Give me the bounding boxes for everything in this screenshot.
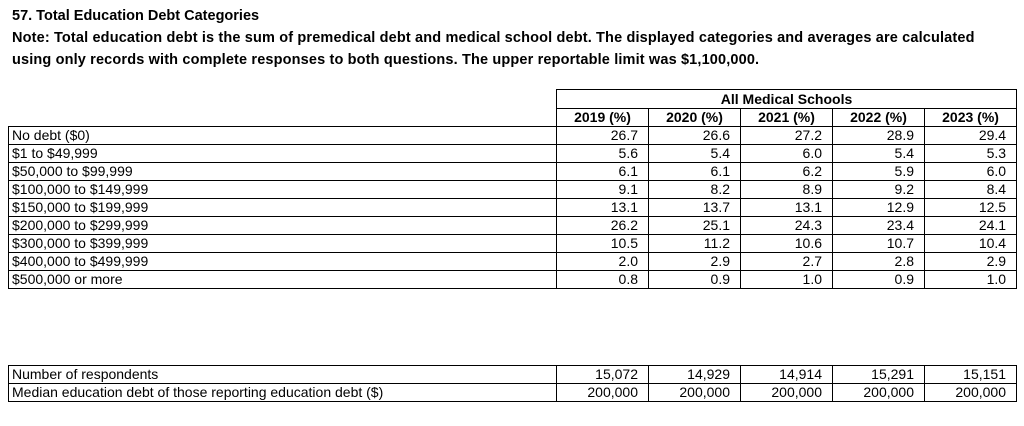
row-label: $400,000 to $499,999 (9, 253, 557, 271)
table-cell: 15,072 (557, 366, 649, 384)
table-title: 57. Total Education Debt Categories (12, 8, 260, 24)
table-cell: 0.9 (833, 271, 925, 289)
column-header: 2019 (%) (557, 109, 649, 127)
table-cell: 8.2 (649, 181, 741, 199)
column-header: 2022 (%) (833, 109, 925, 127)
table-row (9, 366, 1017, 384)
table-cell: 10.4 (925, 235, 1017, 253)
table-cell: 10.6 (741, 235, 833, 253)
debt-categories-table (8, 89, 1017, 289)
table-row (9, 384, 1017, 402)
table-cell: 9.1 (557, 181, 649, 199)
table-cell: 5.6 (557, 145, 649, 163)
column-header: 2023 (%) (925, 109, 1017, 127)
row-label: $500,000 or more (9, 271, 557, 289)
group-header: All Medical Schools (557, 90, 1017, 109)
table-cell: 10.5 (557, 235, 649, 253)
column-header: 2020 (%) (649, 109, 741, 127)
table-cell: 9.2 (833, 181, 925, 199)
row-label: Median education debt of those reporting education debt ($) (9, 384, 557, 402)
table-cell: 6.1 (649, 163, 741, 181)
summary-table (8, 365, 1017, 402)
table-cell: 27.2 (741, 127, 833, 145)
table-cell: 5.3 (925, 145, 1017, 163)
table-row (9, 235, 1017, 253)
row-label: $150,000 to $199,999 (9, 199, 557, 217)
table-cell: 24.3 (741, 217, 833, 235)
table-cell: 15,291 (833, 366, 925, 384)
table-cell: 1.0 (925, 271, 1017, 289)
table-row (9, 163, 1017, 181)
table-cell: 5.9 (833, 163, 925, 181)
table-cell: 1.0 (741, 271, 833, 289)
row-label: No debt ($0) (9, 127, 557, 145)
table-cell: 200,000 (833, 384, 925, 402)
table-row (9, 271, 1017, 289)
table-cell: 6.0 (741, 145, 833, 163)
table-cell: 14,929 (649, 366, 741, 384)
row-label: $50,000 to $99,999 (9, 163, 557, 181)
table-cell: 13.1 (557, 199, 649, 217)
table-cell: 2.8 (833, 253, 925, 271)
table-row (9, 253, 1017, 271)
table-cell: 11.2 (649, 235, 741, 253)
table-cell: 0.9 (649, 271, 741, 289)
table-cell: 14,914 (741, 366, 833, 384)
table-cell: 8.4 (925, 181, 1017, 199)
table-cell: 200,000 (649, 384, 741, 402)
table-cell: 200,000 (741, 384, 833, 402)
row-label: Number of respondents (9, 366, 557, 384)
table-row (9, 145, 1017, 163)
table-cell: 23.4 (833, 217, 925, 235)
table-cell: 26.6 (649, 127, 741, 145)
table-cell: 5.4 (833, 145, 925, 163)
table-cell: 25.1 (649, 217, 741, 235)
table-cell: 13.1 (741, 199, 833, 217)
table-cell: 24.1 (925, 217, 1017, 235)
table-cell: 200,000 (557, 384, 649, 402)
row-label: $200,000 to $299,999 (9, 217, 557, 235)
table-row (9, 127, 1017, 145)
row-label: $100,000 to $149,999 (9, 181, 557, 199)
table-cell: 8.9 (741, 181, 833, 199)
table-note: Note: Total education debt is the sum of premedical debt and medical school debt. The displayed categories and averages are calculated using only records with complete responses to both questions. The upper reportable limit was $1,100,000. (12, 30, 975, 68)
table-cell: 6.0 (925, 163, 1017, 181)
table-row (9, 181, 1017, 199)
table-cell: 6.2 (741, 163, 833, 181)
table-cell: 15,151 (925, 366, 1017, 384)
table-cell: 2.7 (741, 253, 833, 271)
table-cell: 26.7 (557, 127, 649, 145)
table-cell: 6.1 (557, 163, 649, 181)
table-cell: 13.7 (649, 199, 741, 217)
table-cell: 12.5 (925, 199, 1017, 217)
table-cell: 12.9 (833, 199, 925, 217)
table-cell: 2.0 (557, 253, 649, 271)
table-row (9, 217, 1017, 235)
row-label: $300,000 to $399,999 (9, 235, 557, 253)
header-spacer (9, 90, 557, 109)
table-cell: 28.9 (833, 127, 925, 145)
table-row (9, 199, 1017, 217)
header-spacer (9, 109, 557, 127)
table-cell: 10.7 (833, 235, 925, 253)
row-label: $1 to $49,999 (9, 145, 557, 163)
table-cell: 2.9 (925, 253, 1017, 271)
table-cell: 26.2 (557, 217, 649, 235)
table-cell: 200,000 (925, 384, 1017, 402)
table-cell: 2.9 (649, 253, 741, 271)
table-cell: 0.8 (557, 271, 649, 289)
table-cell: 29.4 (925, 127, 1017, 145)
table-cell: 5.4 (649, 145, 741, 163)
column-header: 2021 (%) (741, 109, 833, 127)
